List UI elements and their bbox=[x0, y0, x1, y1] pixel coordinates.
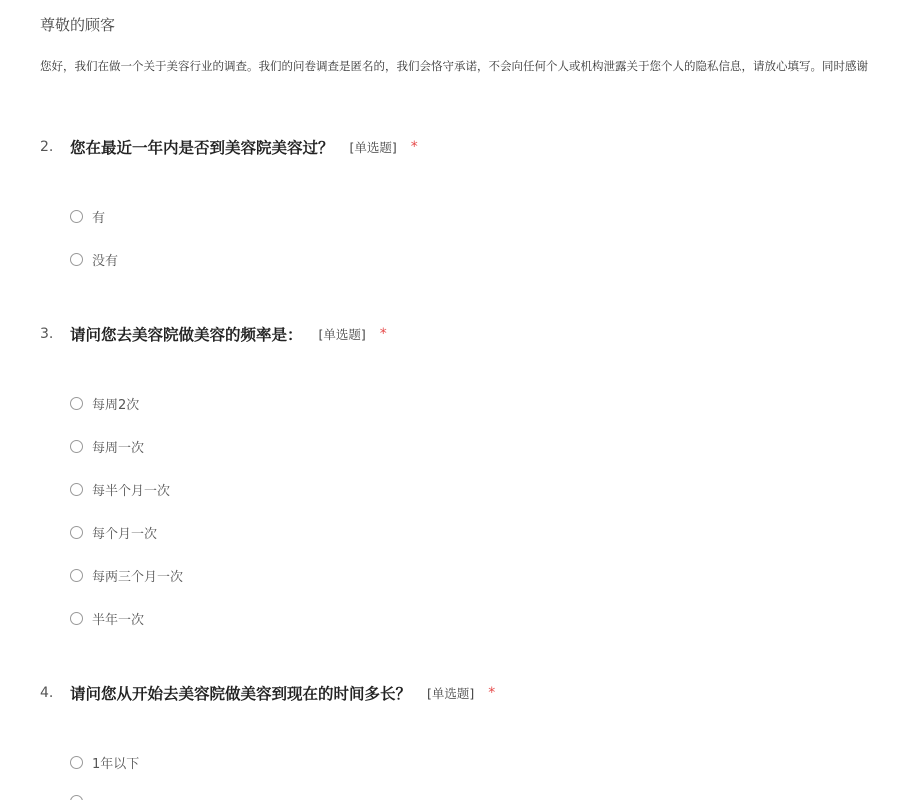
option-q3-1[interactable] bbox=[70, 394, 139, 412]
option-label: 每个月一次 bbox=[92, 526, 158, 542]
radio-button[interactable] bbox=[70, 253, 83, 266]
option-label: 有 bbox=[92, 210, 106, 226]
required-marker: * bbox=[488, 685, 496, 701]
question-title: 请问您从开始去美容院做美容到现在的时间多长？ bbox=[70, 685, 412, 703]
radio-button[interactable] bbox=[70, 440, 83, 453]
required-marker: * bbox=[379, 326, 387, 342]
radio-button[interactable] bbox=[70, 526, 83, 539]
option-label: 每周2次 bbox=[92, 397, 140, 413]
option-label: 没有 bbox=[92, 253, 119, 269]
option-label: 每两三个月一次 bbox=[92, 569, 184, 585]
question-type-label: [单选题] bbox=[318, 327, 366, 342]
radio-button[interactable] bbox=[70, 795, 83, 800]
option-label: 1年以下 bbox=[92, 756, 140, 772]
option-label: 每半个月一次 bbox=[92, 483, 171, 499]
salutation-heading: 尊敬的顾客 bbox=[40, 16, 116, 34]
radio-button[interactable] bbox=[70, 569, 83, 582]
radio-button[interactable] bbox=[70, 397, 83, 410]
intro-text: 您好，我们在做一个关于美容行业的调查。我们的问卷调查是匿名的，我们会恪守承诺，不会向任何个人或机构泄露关于您个人的隐私信息，请放心填写。同时感谢 bbox=[40, 59, 868, 73]
question-header bbox=[40, 682, 495, 704]
question-title: 请问您去美容院做美容的频率是： bbox=[70, 326, 303, 344]
question-number: 2. bbox=[40, 139, 54, 155]
option-q4-2[interactable] bbox=[70, 792, 92, 800]
question-header bbox=[40, 323, 387, 345]
radio-button[interactable] bbox=[70, 612, 83, 625]
option-q3-4[interactable] bbox=[70, 523, 157, 541]
option-label: 每周一次 bbox=[92, 440, 145, 456]
question-number: 4. bbox=[40, 685, 54, 701]
question-header bbox=[40, 136, 418, 158]
option-q3-5[interactable] bbox=[70, 566, 183, 584]
question-type-label: [单选题] bbox=[349, 140, 397, 155]
option-q2-1[interactable] bbox=[70, 207, 105, 225]
radio-button[interactable] bbox=[70, 756, 83, 769]
option-q4-1[interactable] bbox=[70, 753, 139, 771]
question-type-label: [单选题] bbox=[427, 686, 475, 701]
option-q3-3[interactable] bbox=[70, 480, 170, 498]
option-q3-6[interactable] bbox=[70, 609, 144, 627]
option-q2-2[interactable] bbox=[70, 250, 118, 268]
question-title: 您在最近一年内是否到美容院美容过？ bbox=[70, 139, 334, 157]
question-number: 3. bbox=[40, 326, 54, 342]
radio-button[interactable] bbox=[70, 210, 83, 223]
radio-button[interactable] bbox=[70, 483, 83, 496]
required-marker: * bbox=[410, 139, 418, 155]
option-label: 半年一次 bbox=[92, 612, 145, 628]
option-q3-2[interactable] bbox=[70, 437, 144, 455]
